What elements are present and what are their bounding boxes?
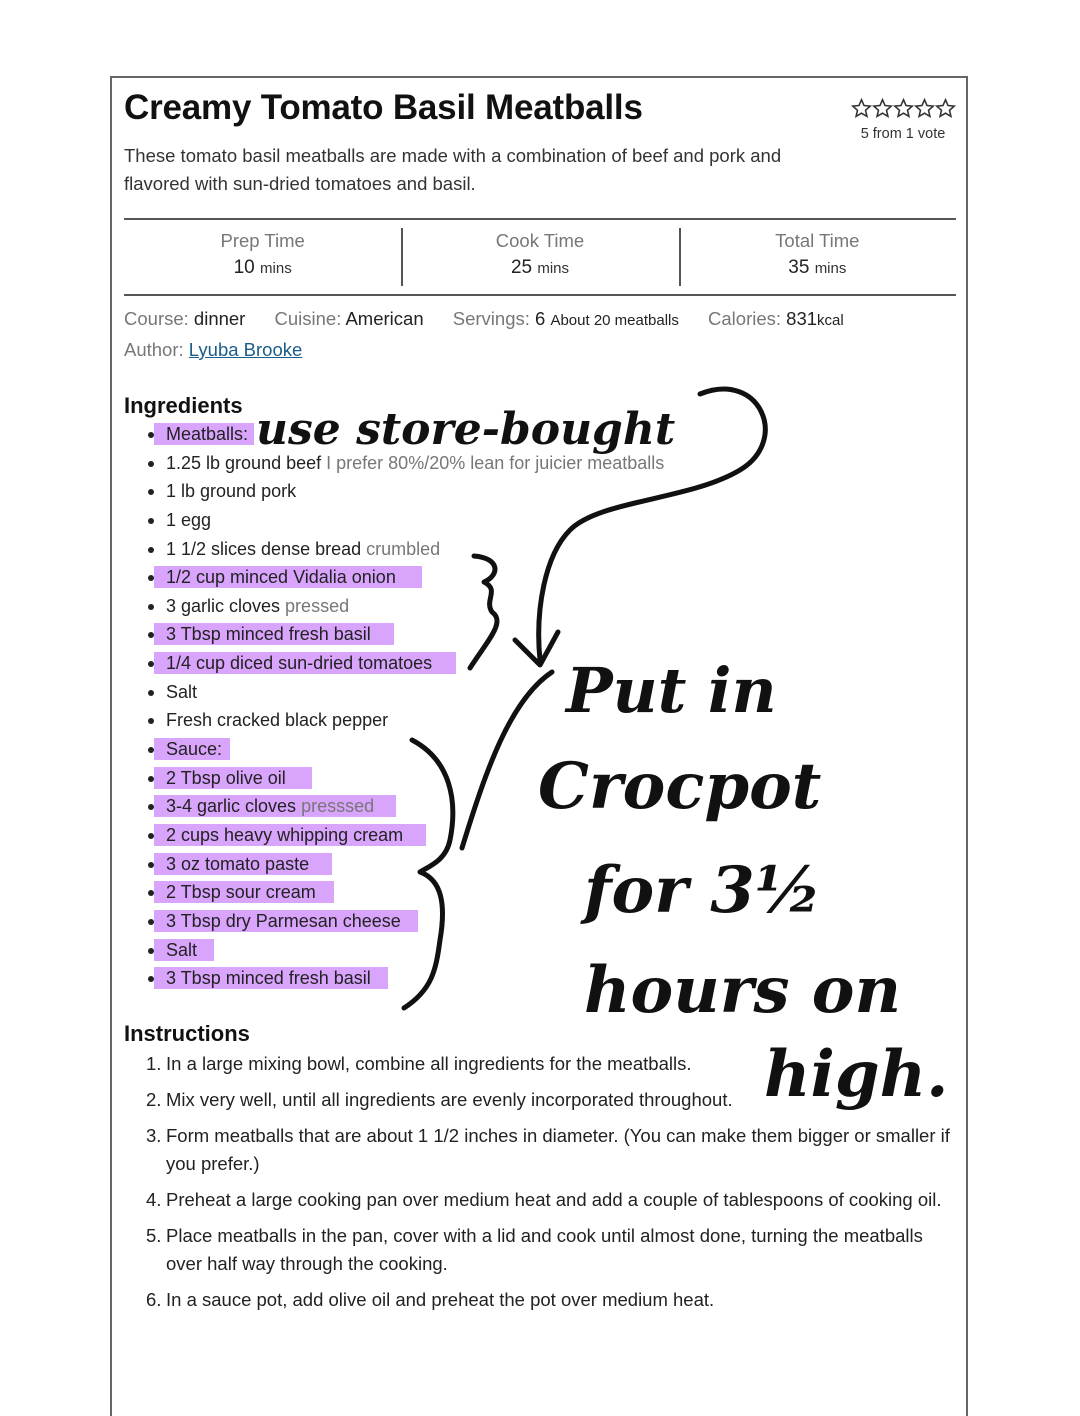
author-link[interactable]: Lyuba Brooke bbox=[188, 339, 303, 360]
handwritten-line: for 3½ bbox=[584, 853, 822, 928]
ingredient-text: 1 lb ground pork bbox=[166, 481, 297, 502]
ingredient-text: 3 oz tomato paste bbox=[166, 853, 310, 874]
ingredient-text: 1 1/2 slices dense bread bbox=[166, 538, 362, 559]
star-icon[interactable] bbox=[893, 98, 914, 119]
ingredient-item bbox=[148, 878, 664, 907]
instructions-list bbox=[142, 1050, 952, 1322]
step-number: 6. bbox=[146, 1289, 162, 1310]
instruction-step bbox=[142, 1122, 952, 1178]
instruction-step bbox=[142, 1222, 952, 1278]
total-time bbox=[679, 220, 956, 294]
handwritten-line: hours on bbox=[584, 953, 901, 1028]
handwritten-line: Crocpot bbox=[538, 749, 822, 824]
time-value: 10 bbox=[233, 257, 255, 278]
step-text: Form meatballs that are about 1 1/2 inches in diameter. (You can make them bigger or smaller if you prefer.) bbox=[166, 1125, 950, 1174]
ingredient-text: Salt bbox=[166, 939, 198, 960]
ingredients-heading: Ingredients bbox=[124, 393, 243, 418]
step-text: Mix very well, until all ingredients are evenly incorporated throughout. bbox=[166, 1089, 733, 1110]
handwritten-note-top: use store-bought bbox=[256, 404, 676, 455]
ingredient-item bbox=[148, 506, 664, 535]
ingredient-text: 3 Tbsp minced fresh basil bbox=[166, 968, 371, 989]
ingredient-item bbox=[148, 535, 664, 564]
ingredient-item bbox=[148, 649, 664, 678]
ingredient-text: 1.25 lb ground beef bbox=[166, 452, 322, 473]
ingredient-text: 2 Tbsp olive oil bbox=[166, 767, 286, 788]
ingredient-text: 3 Tbsp dry Parmesan cheese bbox=[166, 910, 401, 931]
step-number: 4. bbox=[146, 1189, 162, 1210]
star-icon[interactable] bbox=[935, 98, 956, 119]
ingredient-item bbox=[148, 563, 664, 592]
rating-text: 5 from 1 vote bbox=[860, 126, 946, 142]
ingredient-item bbox=[148, 449, 664, 478]
ingredient-item bbox=[148, 764, 664, 793]
instructions-heading: Instructions bbox=[124, 1021, 250, 1046]
ingredient-item bbox=[148, 420, 664, 449]
time-label: Prep Time bbox=[220, 230, 305, 251]
time-label: Total Time bbox=[775, 230, 860, 251]
step-text: In a sauce pot, add olive oil and preheat the pot over medium heat. bbox=[166, 1289, 715, 1310]
ingredient-text: 1 egg bbox=[166, 509, 212, 530]
star-icon[interactable] bbox=[872, 98, 893, 119]
step-number: 1. bbox=[146, 1053, 162, 1074]
ingredient-text: 3-4 garlic cloves bbox=[166, 796, 297, 817]
star-icon[interactable] bbox=[914, 98, 935, 119]
recipe-times bbox=[124, 218, 956, 296]
instruction-step bbox=[142, 1086, 952, 1114]
ingredient-item bbox=[148, 936, 664, 965]
ingredient-item bbox=[148, 678, 664, 707]
time-unit: mins bbox=[260, 260, 292, 277]
cuisine: Cuisine: American bbox=[274, 308, 424, 329]
step-number: 3. bbox=[146, 1125, 162, 1146]
ingredient-text: Sauce: bbox=[166, 739, 223, 760]
ingredient-item bbox=[148, 821, 664, 850]
instruction-step bbox=[142, 1186, 952, 1214]
ingredient-text: 2 Tbsp sour cream bbox=[166, 882, 316, 903]
ingredients-list bbox=[148, 420, 664, 993]
ingredient-item bbox=[148, 620, 664, 649]
time-unit: mins bbox=[814, 260, 847, 277]
recipe-meta bbox=[124, 308, 868, 330]
ingredient-text: 2 cups heavy whipping cream bbox=[166, 824, 404, 845]
ingredient-item bbox=[148, 735, 664, 764]
instruction-step bbox=[142, 1050, 952, 1078]
ingredient-item bbox=[148, 907, 664, 936]
ingredient-item bbox=[148, 706, 664, 735]
ingredient-note: pressed bbox=[280, 595, 350, 616]
ingredient-text: 3 garlic cloves bbox=[166, 595, 281, 616]
time-value: 35 bbox=[788, 257, 810, 278]
author: Author: Lyuba Brooke bbox=[124, 339, 303, 360]
servings: Servings: 6 About 20 meatballs bbox=[452, 308, 679, 329]
step-text: Place meatballs in the pan, cover with a lid and cook until almost done, turning the meatballs over half way through the cooking. bbox=[166, 1225, 923, 1274]
instruction-step bbox=[142, 1286, 952, 1314]
ingredient-text: Meatballs: bbox=[166, 424, 249, 444]
cook-time bbox=[401, 220, 678, 294]
ingredient-note: I prefer 80%/20% lean for juicier meatballs bbox=[321, 452, 665, 473]
ingredient-text: Fresh cracked black pepper bbox=[166, 710, 389, 731]
ingredient-item bbox=[148, 964, 664, 993]
ingredient-note: presssed bbox=[296, 796, 375, 817]
ingredient-text: 1/4 cup diced sun-dried tomatoes bbox=[166, 653, 433, 674]
time-value: 25 bbox=[510, 257, 533, 278]
handwritten-line: Put in bbox=[566, 654, 777, 727]
ingredient-text: 3 Tbsp minced fresh basil bbox=[166, 624, 371, 645]
ingredient-item bbox=[148, 477, 664, 506]
ingredient-item bbox=[148, 850, 664, 879]
recipe-rating[interactable] bbox=[848, 98, 958, 142]
step-text: In a large mixing bowl, combine all ingredients for the meatballs. bbox=[166, 1053, 692, 1074]
ingredient-text: 1/2 cup minced Vidalia onion bbox=[166, 567, 396, 588]
course: Course: dinner bbox=[124, 308, 246, 329]
time-label: Cook Time bbox=[495, 230, 585, 251]
step-text: Preheat a large cooking pan over medium heat and add a couple of tablespoons of cooking oil. bbox=[166, 1189, 942, 1210]
step-number: 5. bbox=[146, 1225, 162, 1246]
handwritten-line: high. bbox=[764, 1037, 949, 1112]
recipe-title: Creamy Tomato Basil Meatballs bbox=[124, 88, 643, 127]
ingredient-note: crumbled bbox=[361, 538, 441, 559]
ingredient-text: Salt bbox=[166, 681, 198, 702]
time-unit: mins bbox=[537, 260, 570, 277]
rating-stars[interactable] bbox=[848, 98, 958, 119]
step-number: 2. bbox=[146, 1089, 162, 1110]
prep-time bbox=[124, 220, 401, 294]
calories: Calories: 831kcal bbox=[708, 308, 844, 329]
ingredient-item bbox=[148, 592, 664, 621]
star-icon[interactable] bbox=[851, 98, 872, 119]
ingredient-item bbox=[148, 792, 664, 821]
recipe-summary: These tomato basil meatballs are made with a combination of beef and pork and flavored with sun-dried tomatoes and basil. bbox=[124, 145, 782, 194]
